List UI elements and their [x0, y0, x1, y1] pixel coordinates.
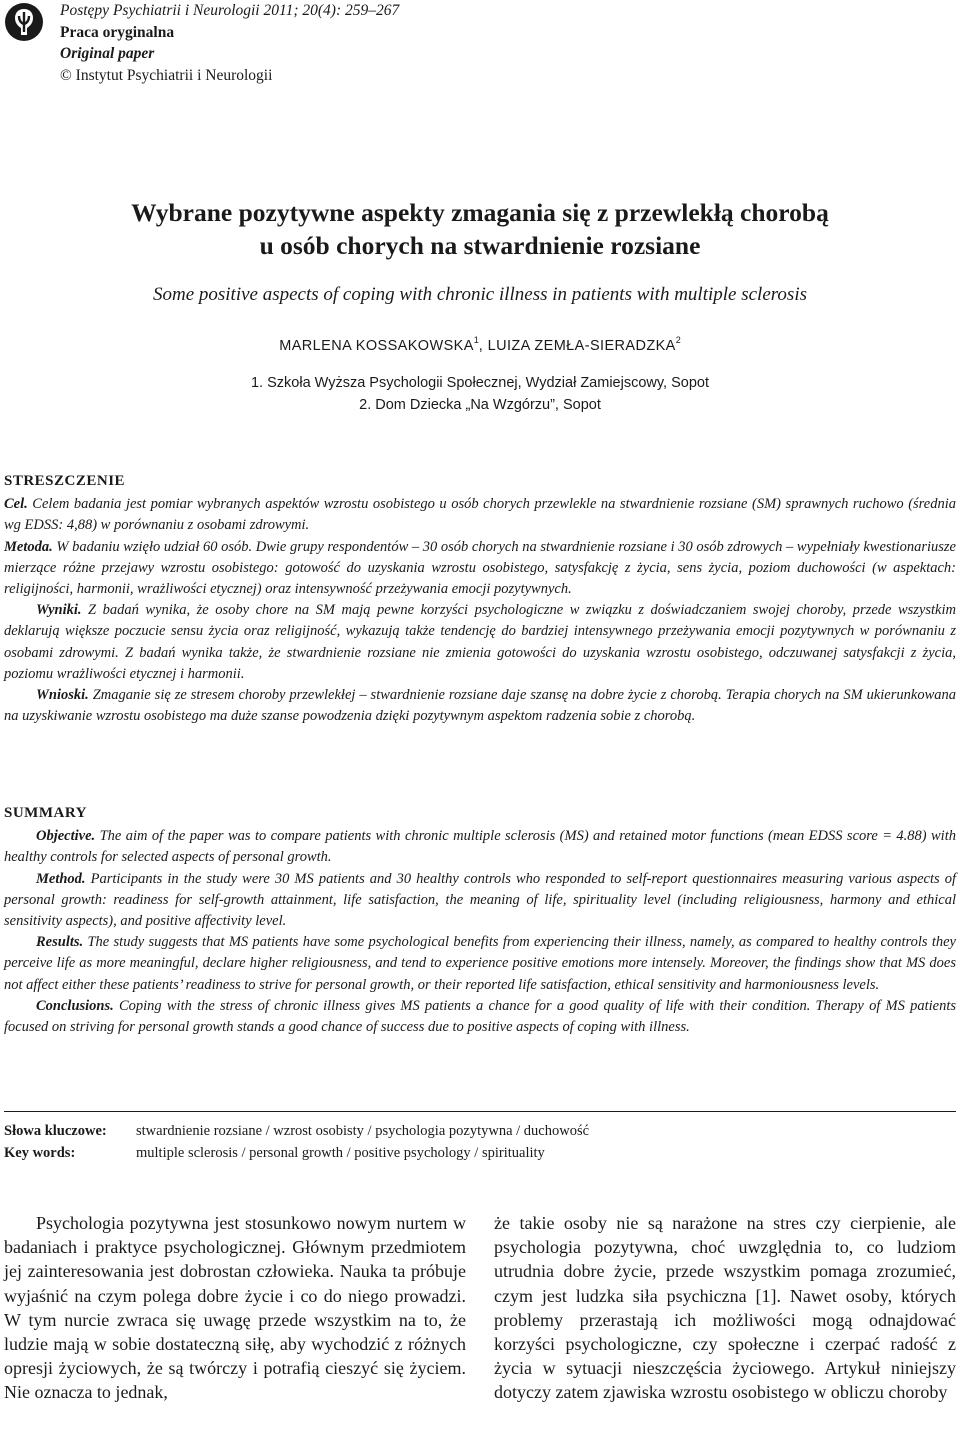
keywords-row: [4, 1120, 589, 1142]
keywords-block: [4, 1120, 589, 1164]
section-label: Method.: [36, 870, 86, 887]
author-affiliation-marker: 1: [473, 335, 479, 345]
body-paragraph: Psychologia pozytywna jest stosunkowo nowym nurtem w badaniach i praktyce psychologicznej. Głównym przedmiotem jej zainteresowania jest dobrostan człowieka. Nauka ta próbuje wyjaśnić na czym polega dobre życie i co do niego prowadzi. W tym nurcie zwraca się uwagę przede wszystkim na to, że ludzie mają w sobie dostateczną siłę, aby wychodzić z różnych opresji życiowych, że są twórczy i potrafią cieszyć się życiem. Nie oznacza to jednak,: [4, 1213, 466, 1403]
author-name: MARLENA KOSSAKOWSKA: [279, 338, 474, 354]
keywords-value: multiple sclerosis / personal growth / positive psychology / spirituality: [136, 1145, 545, 1161]
title-polish-line: Wybrane pozytywne aspekty zmagania się z przewlekłą chorobą: [131, 198, 829, 227]
section-text: W badaniu wzięło udział 60 osób. Dwie grupy respondentów – 30 osób chorych na stwardnienie rozsiane i 30 osób zdrowych – wypełniały kwestionariusze mierzące różne przejawy wzrostu osobistego: gotowość do uzyskania wzrostu osobistego, satysfakcję z życia, sens życia, poziom duchowości (w aspektach: religijności, harmonii, wrażliwości etycznej) oraz intensywność przeżywania emocji pozytywnych.: [4, 538, 956, 598]
paper-type-en: Original paper: [60, 45, 155, 62]
paper-type-pl: Praca oryginalna: [60, 23, 175, 41]
journal-header: [60, 0, 399, 86]
abstract-polish: [4, 471, 956, 727]
abstract-heading: STRESZCZENIE: [4, 473, 126, 489]
section-text: The aim of the paper was to compare patients with chronic multiple sclerosis (MS) and retained motor functions (mean EDSS score = 4.88) with healthy controls for selected aspects of personal growth.: [4, 828, 956, 866]
affiliation: 2. Dom Dziecka „Na Wzgórzu”, Sopot: [359, 397, 601, 413]
author-list: [0, 329, 960, 357]
author-separator: ,: [478, 338, 488, 354]
section-text: Participants in the study were 30 MS patients and 30 healthy controls who responded to self-report questionnaires measuring various aspects of personal growth: readiness for self-growth attainment, life satisfaction, the meaning of life, spirituality level (including religiousness, harmony and ethical sensitivity aspects), and positive affectivity level.: [4, 870, 956, 930]
abstract-section: [4, 869, 956, 933]
section-label: Results.: [36, 934, 84, 951]
author-name: LUIZA ZEMŁA-SIERADZKA: [487, 338, 676, 354]
section-text: Coping with the stress of chronic illness gives MS patients a chance for a good quality of life with their condition. Therapy of MS patients focused on striving for personal growth stands a good chance of success due to positive aspects of coping with illness.: [4, 997, 956, 1036]
keywords-divider: [4, 1111, 956, 1112]
affiliation: 1. Szkoła Wyższa Psychologii Społecznej, Wydział Zamiejscowy, Sopot: [250, 375, 709, 391]
copyright-line: © Instytut Psychiatrii i Neurologii: [60, 66, 273, 84]
keywords-label: Key words:: [4, 1145, 76, 1161]
abstract-english: [4, 803, 956, 1038]
section-label: Wyniki.: [36, 602, 82, 619]
body-paragraph: że takie osoby nie są narażone na stres czy cierpienie, ale psychologia pozytywna, choć uwzględnia to, co ludziom utrudnia dobre życie, przede wszystkim pomaga zrozumieć, czym jest ludzka siła psychiczna [1]. Nawet osoby, których problemy przerastają ich możliwości mogą odnajdować korzyści psychologiczne, czy społeczne i czerpać radość z życia w sytuacji nieszczęścia życiowego. Artykuł niniejszy dotyczy zatem zjawiska wzrostu osobistego w obliczu choroby: [494, 1213, 956, 1403]
keywords-row: [4, 1142, 589, 1164]
body-column-right: [494, 1211, 956, 1405]
affiliation-list: [0, 372, 960, 416]
abstract-section: [4, 685, 956, 727]
title-english: Some positive aspects of coping with chronic illness in patients with multiple sclerosis: [152, 284, 808, 305]
abstract-section: [4, 932, 956, 996]
section-text: Z badań wynika, że osoby chore na SM mają pewne korzyści psychologiczne w związku z doświadczaniem swojej choroby, przede wszystkim deklarują większe poczucie sensu życia oraz religijność, wykazują także tendencję do bardziej intensywnego przeżywania emocji pozytywnych w porównaniu z osobami zdrowymi. Z badań wynika także, że stwardnienie rozsiane nie zmienia gotowości do uzyskania wzrostu osobistego, odczuwanej satysfakcji z życia, poziomu wrażliwości etycznej i harmonii.: [4, 602, 956, 682]
journal-logo-icon: [4, 2, 44, 42]
author-affiliation-marker: 2: [675, 335, 681, 345]
keywords-value: stwardnienie rozsiane / wzrost osobisty / psychologia pozytywna / duchowość: [136, 1123, 590, 1139]
section-text: The study suggests that MS patients have some psychological benefits from experiencing their illness, namely, as compared to healthy controls they perceive life as more meaningful, declare higher religiousness, and tend to experience positive emotions more intensely. Moreover, the findings show that MS does not affect either these patients’ readiness to strive for personal growth, or their reported life satisfaction, ethical sensitivity and harmoniousness levels.: [4, 934, 956, 993]
abstract-section: [4, 826, 956, 868]
title-polish: [0, 196, 960, 262]
keywords-label: Słowa kluczowe:: [4, 1123, 107, 1139]
section-text: Celem badania jest pomiar wybranych aspektów wzrostu osobistego u osób chorych przewlekle na stwardnienie rozsiane (SM) sprawnych ruchowo (średnia wg EDSS: 4,88) w porównaniu z osobami zdrowymi.: [4, 496, 956, 534]
section-label: Cel.: [4, 496, 28, 513]
abstract-section: [4, 600, 956, 685]
abstract-section: [4, 537, 956, 601]
abstract-section: [4, 494, 956, 536]
section-label: Wnioski.: [36, 687, 89, 704]
abstract-heading: SUMMARY: [4, 805, 87, 821]
section-label: Metoda.: [4, 538, 53, 555]
abstract-section: [4, 996, 956, 1038]
journal-citation: Postępy Psychiatrii i Neurologii 2011; 20(4): 259–267: [60, 2, 400, 19]
section-label: Objective.: [36, 828, 96, 845]
section-label: Conclusions.: [36, 997, 114, 1014]
section-text: Zmaganie się ze stresem choroby przewlekłej – stwardnienie rozsiane daje szansę na dobre życie z chorobą. Terapia chorych na SM ukierunkowana na uzyskiwanie wzrostu osobistego ma duże szanse powodzenia dzięki pozytywnym aspektom radzenia sobie z chorobą.: [4, 687, 956, 725]
body-column-left: [4, 1211, 466, 1405]
title-polish-line: u osób chorych na stwardnienie rozsiane: [259, 231, 701, 260]
